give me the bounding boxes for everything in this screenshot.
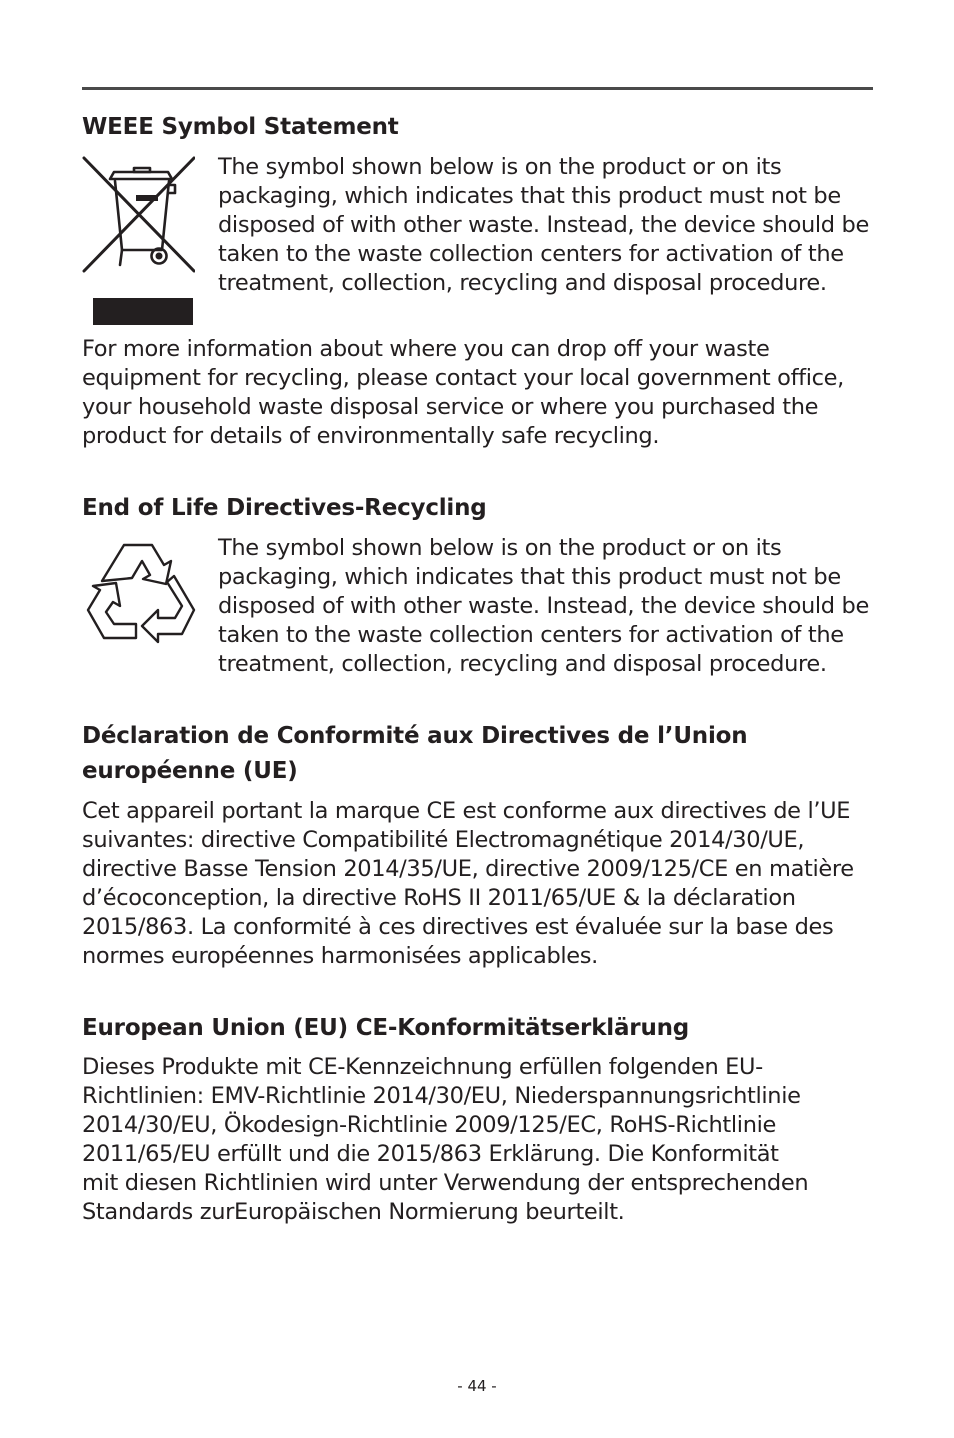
- declaration-fr-body-line: directive Basse Tension 2014/35/UE, directive 2009/125/CE en matière: [82, 856, 854, 882]
- declaration-de-body-line: 2011/65/EU erfüllt und die 2015/863 Erklärung. Die Konformität: [82, 1141, 779, 1167]
- crossed-out-wheelie-bin-icon: [82, 155, 195, 327]
- recycling-icon: [82, 540, 198, 652]
- declaration-fr-body-line: d’écoconception, la directive RoHS II 2011/65/UE & la déclaration: [82, 885, 796, 911]
- declaration-de-body-line: 2014/30/EU, Ökodesign-Richtlinie 2009/125/EC, RoHS-Richtlinie: [82, 1112, 777, 1138]
- end-of-life-body-line: packaging, which indicates that this product must not be: [218, 564, 841, 590]
- weee-body-line: disposed of with other waste. Instead, the device should be: [218, 212, 869, 238]
- end-of-life-body-line: The symbol shown below is on the product or on its: [218, 535, 782, 561]
- weee-body-line: packaging, which indicates that this product must not be: [218, 183, 841, 209]
- weee-body-line: The symbol shown below is on the product or on its: [218, 154, 782, 180]
- declaration-fr-heading: [82, 719, 747, 789]
- declaration-fr-body-line: normes européennes harmonisées applicables.: [82, 943, 598, 969]
- declaration-de-body-line: mit diesen Richtlinien wird unter Verwendung der entsprechenden: [82, 1170, 809, 1196]
- page-number: - 44 -: [457, 1377, 497, 1395]
- declaration-fr-body-line: suivantes: directive Compatibilité Electromagnétique 2014/30/UE,: [82, 827, 805, 853]
- declaration-fr-heading-line: européenne (UE): [82, 758, 298, 784]
- declaration-de-body-line: Dieses Produkte mit CE-Kennzeichnung erfüllen folgenden EU-: [82, 1054, 763, 1080]
- declaration-fr-body: [82, 797, 854, 971]
- weee-body: [218, 153, 869, 298]
- weee-more-info-line: For more information about where you can drop off your waste: [82, 336, 770, 362]
- declaration-de-body-line: Richtlinien: EMV-Richtlinie 2014/30/EU, Niederspannungsrichtlinie: [82, 1083, 801, 1109]
- declaration-fr-heading-line: Déclaration de Conformité aux Directives de l’Union: [82, 723, 748, 749]
- end-of-life-heading: End of Life Directives-Recycling: [82, 495, 487, 521]
- end-of-life-body-line: treatment, collection, recycling and disposal procedure.: [218, 651, 827, 677]
- weee-more-info: [82, 335, 844, 451]
- end-of-life-body-line: disposed of with other waste. Instead, the device should be: [218, 593, 869, 619]
- declaration-de-heading: European Union (EU) CE-Konformitätserklärung: [82, 1015, 690, 1041]
- top-divider: [82, 87, 873, 90]
- weee-more-info-line: equipment for recycling, please contact your local government office,: [82, 365, 844, 391]
- declaration-de-body: [82, 1053, 808, 1227]
- declaration-fr-body-line: Cet appareil portant la marque CE est conforme aux directives de l’UE: [82, 798, 851, 824]
- weee-body-line: taken to the waste collection centers for activation of the: [218, 241, 844, 267]
- weee-more-info-line: your household waste disposal service or where you purchased the: [82, 394, 819, 420]
- declaration-de-body-line: Standards zurEuropäischen Normierung beurteilt.: [82, 1199, 625, 1225]
- weee-heading: WEEE Symbol Statement: [82, 114, 399, 140]
- weee-more-info-line: product for details of environmentally safe recycling.: [82, 423, 660, 449]
- end-of-life-body-line: taken to the waste collection centers for activation of the: [218, 622, 844, 648]
- declaration-fr-body-line: 2015/863. La conformité à ces directives est évaluée sur la base des: [82, 914, 834, 940]
- weee-body-line: treatment, collection, recycling and disposal procedure.: [218, 270, 827, 296]
- end-of-life-body: [218, 534, 869, 679]
